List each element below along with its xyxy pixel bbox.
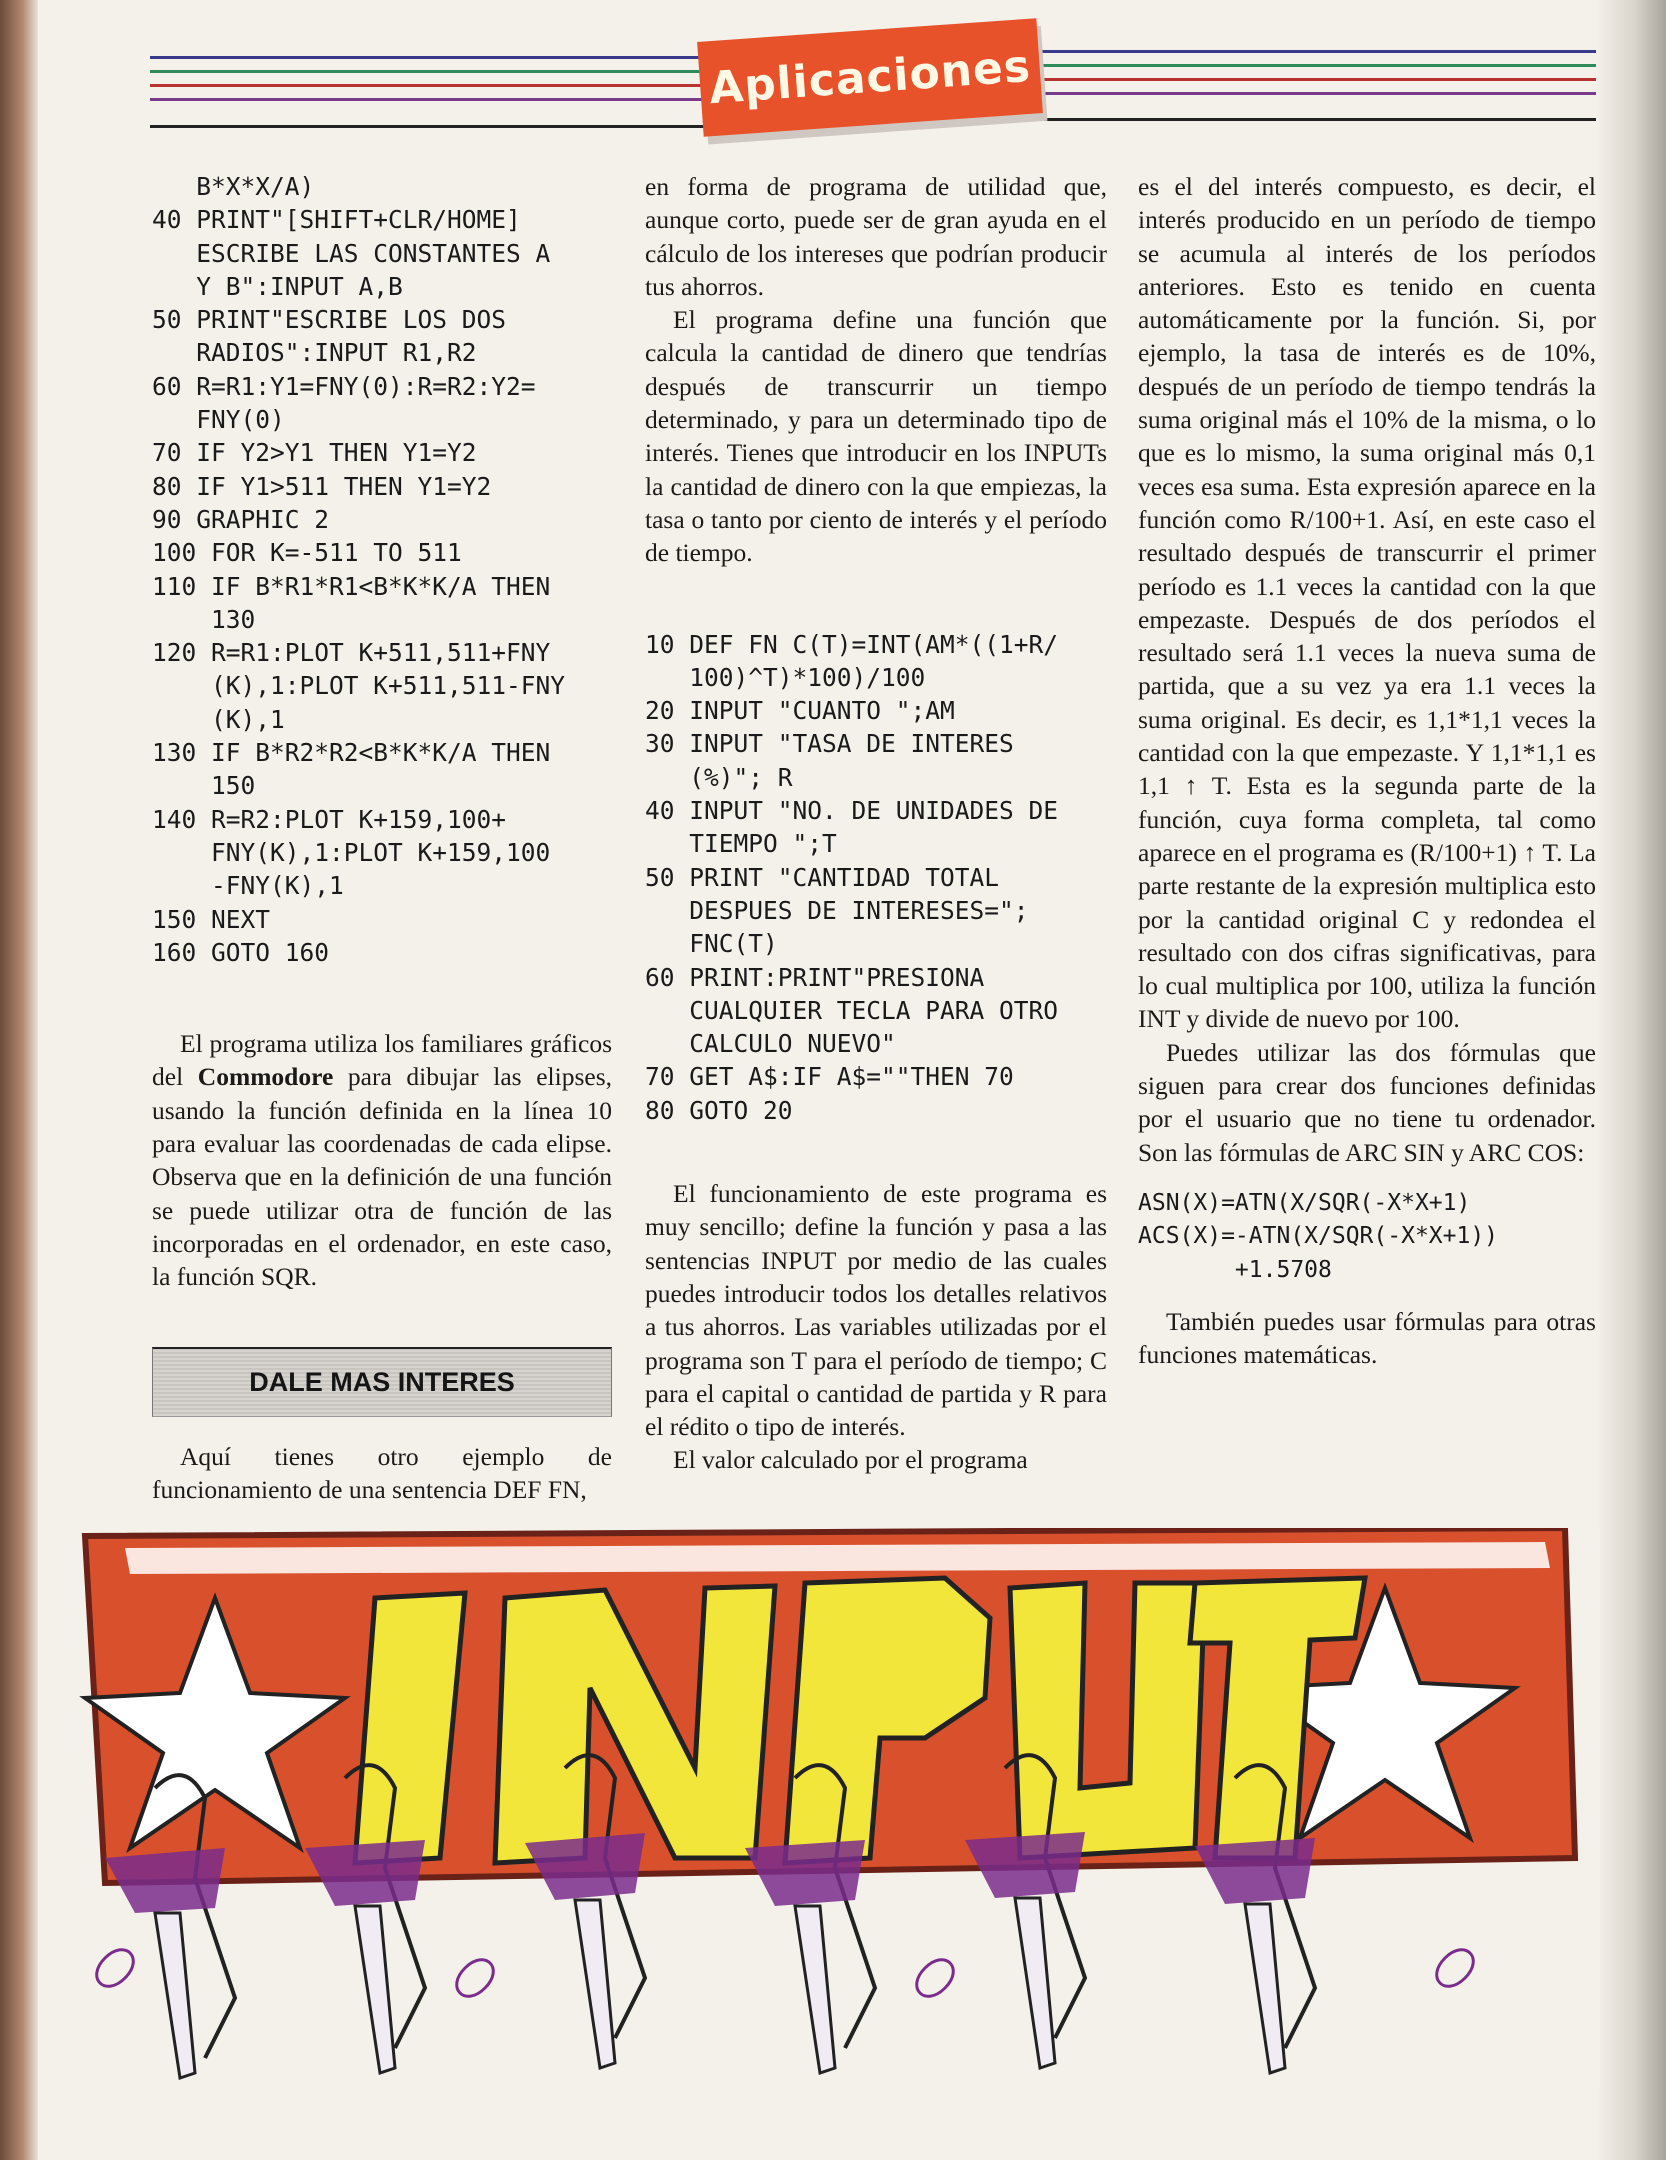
paragraph-how-it-works: El funcionamiento de este programa es muy sencillo; define la función y pasa a las sentencias INPUT por medio de las cuales puedes introducir todos los detalles relativos a tus ahorros. Las variables utilizadas por el programa son T para el período de tiempo; C para el capital o cantidad de partida y R para el rédito o tipo de interés.: [645, 1179, 1107, 1442]
code-listing-ellipses: [152, 170, 612, 969]
code-line: 50 PRINT "CANTIDAD TOTAL: [645, 862, 1000, 892]
page-gutter-right: [1596, 0, 1666, 2160]
code-line: 70 GET A$:IF A$=""THEN 70: [645, 1062, 1014, 1092]
section-header-tab: [697, 18, 1043, 136]
code-line: 40 PRINT"[SHIFT+CLR/HOME]: [152, 205, 521, 235]
code-line: 140 R=R2:PLOT K+159,100+: [152, 804, 507, 834]
code-line: FNY(0): [152, 405, 285, 435]
code-listing-interest: [645, 628, 1107, 1127]
code-line: 70 IF Y2>Y1 THEN Y1=Y2: [152, 438, 477, 468]
code-line: CALCULO NUEVO": [645, 1029, 896, 1059]
code-line: 80 IF Y1>511 THEN Y1=Y2: [152, 471, 492, 501]
code-line: FNC(T): [645, 929, 778, 959]
paragraph-function-desc: El programa define una función que calcula la cantidad de dinero que tendrías después de transcurrir un tiempo determinado, y para un determinado tipo de interés. Tienes que introducir en los INPUTs la cantidad de dinero con la que empiezas, la tasa o tanto por ciento de interés y el período de tiempo.: [645, 305, 1107, 568]
paragraph-commodore: El programa utiliza los familiares gráficos del Commodore para dibujar las elipses, usando la función definida en la línea 10 para evaluar las coordenadas de cada elipse. Observa que en la definición de una función se puede utilizar otra de función de las incorporadas en el ordenador, en este caso, la función SQR.: [152, 1029, 612, 1292]
code-line: -FNY(K),1: [152, 871, 344, 901]
code-line: (K),1:PLOT K+511,511-FNY: [152, 671, 566, 701]
code-line: 90 GRAPHIC 2: [152, 504, 330, 534]
column-2-text-bottom: [645, 1177, 1107, 1477]
code-listing-arc-functions: [1138, 1187, 1596, 1287]
code-line: 160 GOTO 160: [152, 937, 330, 967]
code-line: 10 DEF FN C(T)=INT(AM*((1+R/: [645, 629, 1059, 659]
paragraph-utility: en forma de programa de utilidad que, aunque corto, puede ser de gran ayuda en el cálculo de los intereses que podrían producir tus ahorros.: [645, 172, 1107, 301]
column-2-text-top: [645, 170, 1107, 570]
code-line: 30 INPUT "TASA DE INTERES: [645, 729, 1014, 759]
code-line: +1.5708: [1138, 1256, 1332, 1283]
code-line: 100 FOR K=-511 TO 511: [152, 538, 462, 568]
code-line: 110 IF B*R1*R1<B*K*K/A THEN: [152, 571, 551, 601]
code-line: 150: [152, 771, 256, 801]
code-line: 50 PRINT"ESCRIBE LOS DOS: [152, 305, 507, 335]
code-line: TIEMPO ";T: [645, 829, 837, 859]
code-line: FNY(K),1:PLOT K+159,100: [152, 837, 551, 867]
code-line: CUALQUIER TECLA PARA OTRO: [645, 995, 1059, 1025]
code-line: DESPUES DE INTERESES=";: [645, 895, 1029, 925]
section-heading: DALE MAS INTERES: [249, 1367, 515, 1397]
column-3-text: [1138, 170, 1596, 1169]
code-line: (%)"; R: [645, 762, 793, 792]
code-line: 100)^T)*100)/100: [645, 662, 926, 692]
code-line: 40 INPUT "NO. DE UNIDADES DE: [645, 796, 1059, 826]
column-1: [152, 170, 612, 1294]
paragraph-def-fn-intro: Aquí tienes otro ejemplo de funcionamiento de una sentencia DEF FN,: [152, 1442, 612, 1505]
code-line: 120 R=R1:PLOT K+511,511+FNY: [152, 638, 551, 668]
section-header-label: Aplicaciones: [707, 40, 1033, 115]
paragraph-other-functions: También puedes usar fórmulas para otras funciones matemáticas.: [1138, 1306, 1596, 1370]
code-line: 80 GOTO 20: [645, 1095, 793, 1125]
column-3: [1138, 170, 1596, 1371]
code-line: ESCRIBE LAS CONSTANTES A: [152, 238, 551, 268]
code-line: (K),1: [152, 704, 285, 734]
column-2: [645, 170, 1107, 1477]
code-line: 130 IF B*R2*R2<B*K*K/A THEN: [152, 738, 551, 768]
code-line: Y B":INPUT A,B: [152, 271, 403, 301]
code-line: ACS(X)=-ATN(X/SQR(-X*X+1)): [1138, 1223, 1499, 1250]
code-line: B*X*X/A): [152, 172, 315, 201]
code-line: RADIOS":INPUT R1,R2: [152, 338, 477, 368]
paragraph-arc-formulas: Puedes utilizar las dos fórmulas que siguen para crear dos funciones definidas por el usuario que no tiene tu ordenador. Son las fórmulas de ARC SIN y ARC COS:: [1138, 1037, 1596, 1167]
code-line: 60 PRINT:PRINT"PRESIONA: [645, 962, 985, 992]
page-gutter-left: [0, 0, 38, 2160]
code-line: 150 NEXT: [152, 904, 271, 934]
paragraph-compound-interest: es el del interés compuesto, es decir, el interés producido en un período de tiempo se acumula al interés de los períodos anteriores. Esto es tenido en cuenta automáticamente por la función. Si, por ejemplo, la tasa de interés es de 10%, después de un período de tiempo tendrás la suma original más el 10% de la misma, o lo que es lo mismo, la suma original más 0,1 veces esa suma. Esta expresión aparece en la función como R/100+1. Así, en este caso el resultado después de transcurrir el primer período es 1.1 veces la cantidad con la que empezaste. Después de dos períodos el resultado será 1.1 veces la nueva suma de partida, que a su vez ya era 1.1 veces la suma original. Es decir, es 1,1*1,1 veces la cantidad con la que empezaste. Y 1,1*1,1 es 1,1 ↑ T. Esta es la segunda parte de la función, cuya forma completa, tal como aparece en el programa es (R/100+1) ↑ T. La parte restante de la expresión multiplica esto por la cantidad original C y redondea el resultado con dos cifras significativas, para lo cual multiplica por 100, utiliza la función INT y divide de nuevo por 100.: [1138, 172, 1596, 1034]
code-line: 60 R=R1:Y1=FNY(0):R=R2:Y2=: [152, 371, 536, 401]
paragraph-calculated-value: El valor calculado por el programa: [673, 1445, 1028, 1475]
column-3-text-end: [1138, 1305, 1596, 1372]
code-line: ASN(X)=ATN(X/SQR(-X*X+1): [1138, 1189, 1471, 1216]
input-banner-illustration: [45, 1528, 1600, 2088]
section-heading-box: [152, 1347, 612, 1417]
code-line: 130: [152, 604, 256, 634]
column-1-text: [152, 1027, 612, 1293]
code-line: 20 INPUT "CUANTO ";AM: [645, 696, 955, 726]
